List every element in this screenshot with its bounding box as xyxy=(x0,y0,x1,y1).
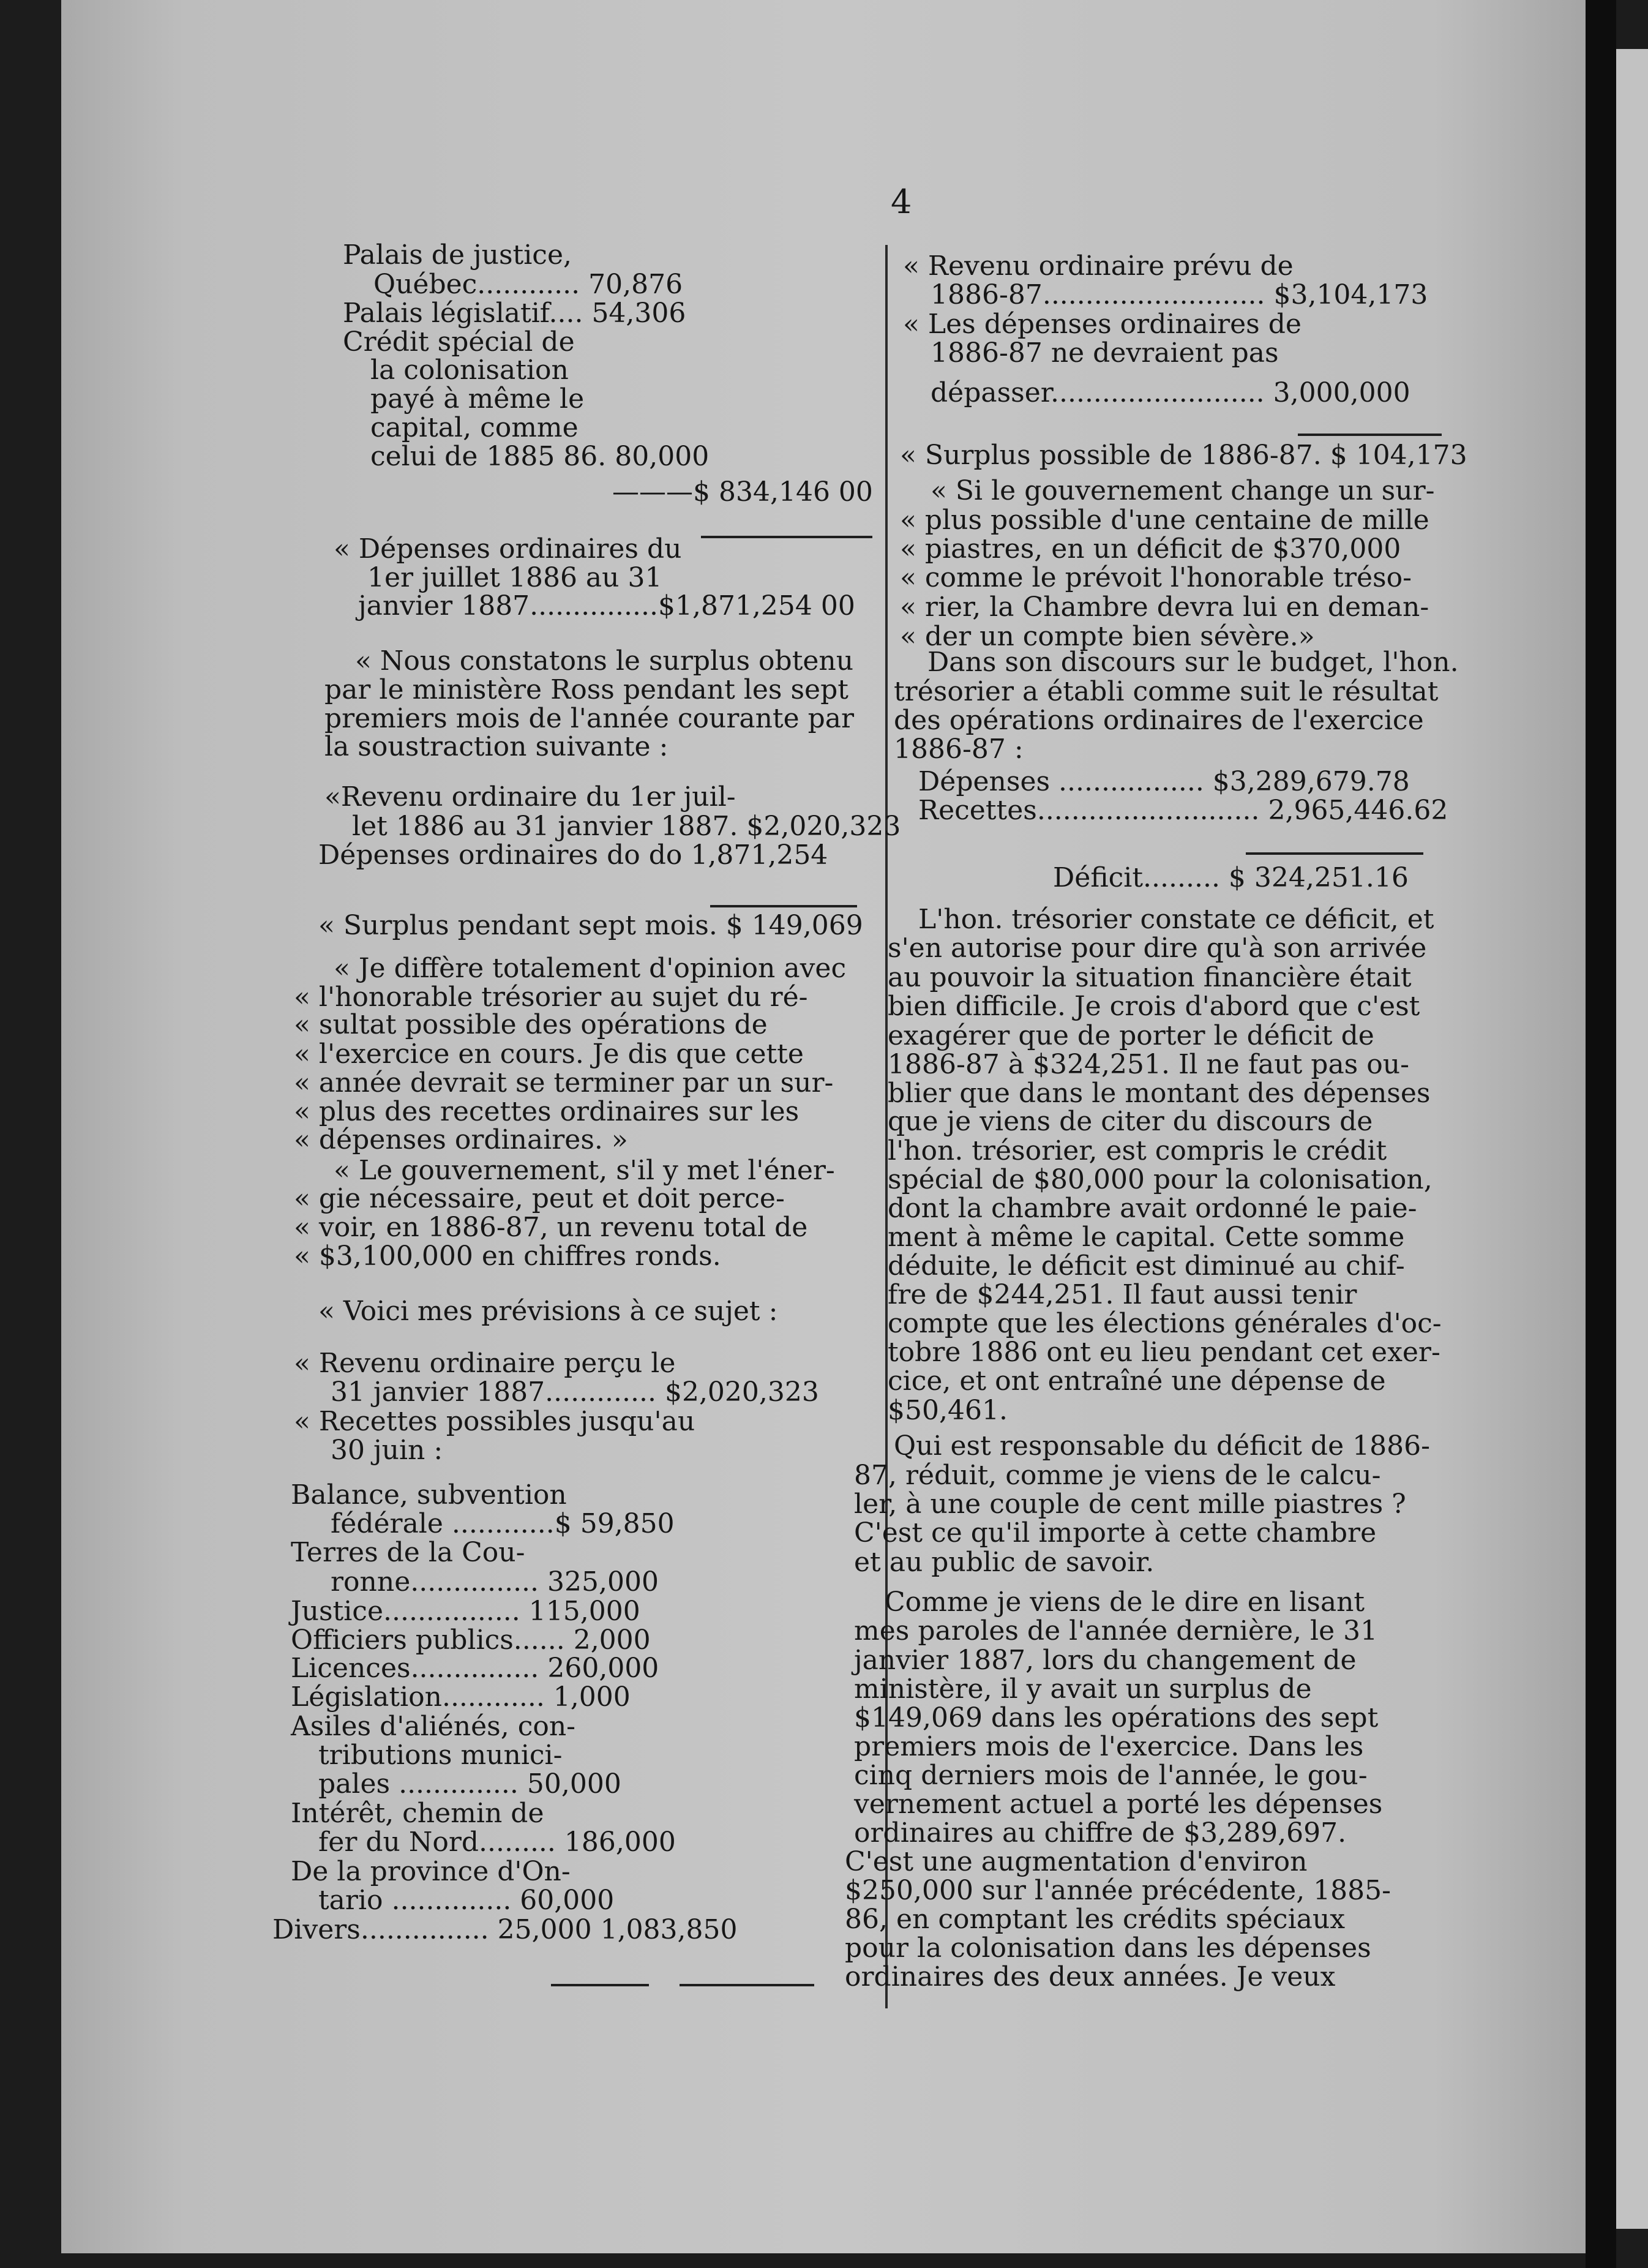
text-line: bien difficile. Je crois d'abord que c'est xyxy=(888,991,1420,1022)
text-line: $50,461. xyxy=(888,1395,1008,1426)
text-line: 1886-87.......................... $3,104,173 xyxy=(931,279,1428,310)
text-line: par le ministère Ross pendant les sept xyxy=(324,674,848,705)
text-line: « Si le gouvernement change un sur- xyxy=(931,475,1435,506)
text-line: Recettes.......................... 2,965,446.62 xyxy=(918,795,1448,826)
text-line: C'est une augmentation d'environ xyxy=(845,1846,1308,1877)
text-line: Asiles d'aliénés, con- xyxy=(291,1711,576,1742)
text-line: Terres de la Cou- xyxy=(291,1537,525,1568)
text-line: Législation............ 1,000 xyxy=(291,1681,631,1713)
text-line: vernement actuel a porté les dépenses xyxy=(854,1789,1383,1820)
text-line: « Voici mes prévisions à ce sujet : xyxy=(318,1296,778,1327)
rule xyxy=(551,1984,649,1986)
text-line: s'en autorise pour dire qu'à son arrivée xyxy=(888,933,1427,964)
rule xyxy=(680,1984,814,1986)
text-line: au pouvoir la situation financière était xyxy=(888,962,1412,993)
text-line: « voir, en 1886-87, un revenu total de xyxy=(294,1212,808,1243)
text-line: Justice................ 115,000 xyxy=(291,1596,640,1627)
text-line: Officiers publics...... 2,000 xyxy=(291,1624,651,1656)
text-line: fédérale ............$ 59,850 xyxy=(331,1508,675,1539)
text-line: $250,000 sur l'année précédente, 1885- xyxy=(845,1875,1391,1906)
text-line: « $3,100,000 en chiffres ronds. xyxy=(294,1241,721,1272)
text-line: « rier, la Chambre devra lui en deman- xyxy=(900,591,1429,623)
text-line: spécial de $80,000 pour la colonisation, xyxy=(888,1164,1433,1195)
text-line: celui de 1885 86. 80,000 xyxy=(370,441,710,472)
text-line: Québec............ 70,876 xyxy=(373,269,683,300)
text-line: Déficit......... $ 324,251.16 xyxy=(1053,862,1409,893)
text-line: fre de $244,251. Il faut aussi tenir xyxy=(888,1279,1357,1310)
text-line: « année devrait se terminer par un sur- xyxy=(294,1067,834,1098)
text-line: « gie nécessaire, peut et doit perce- xyxy=(294,1183,785,1214)
text-line: janvier 1887...............$1,871,254 00 xyxy=(358,590,855,621)
text-line: dont la chambre avait ordonné le paie- xyxy=(888,1193,1417,1224)
text-line: payé à même le xyxy=(370,383,585,415)
text-line: « plus des recettes ordinaires sur les xyxy=(294,1096,800,1127)
text-line: « Nous constatons le surplus obtenu xyxy=(355,645,854,677)
text-line: et au public de savoir. xyxy=(854,1547,1155,1578)
text-line: cinq derniers mois de l'année, le gou- xyxy=(854,1760,1368,1791)
text-line: Licences............... 260,000 xyxy=(291,1653,659,1684)
text-line: trésorier a établi comme suit le résultat xyxy=(894,676,1439,707)
text-line: janvier 1887, lors du changement de xyxy=(854,1645,1357,1676)
book-gutter xyxy=(1586,0,1616,2268)
text-line: que je viens de citer du discours de xyxy=(888,1106,1373,1137)
text-line: Balance, subvention xyxy=(291,1479,567,1511)
text-line: Intérêt, chemin de xyxy=(291,1798,544,1829)
text-line: 87, réduit, comme je viens de le calcu- xyxy=(854,1460,1381,1491)
text-line: let 1886 au 31 janvier 1887. $2,020,323 xyxy=(352,811,901,842)
text-line: « plus possible d'une centaine de mille xyxy=(900,505,1429,536)
rule xyxy=(1246,852,1423,855)
text-line: « Surplus pendant sept mois. $ 149,069 xyxy=(318,910,863,941)
text-line: « Recettes possibles jusqu'au xyxy=(294,1406,695,1437)
text-line: pour la colonisation dans les dépenses xyxy=(845,1932,1371,1964)
text-line: Palais de justice, xyxy=(343,239,572,271)
text-line: « der un compte bien sévère.» xyxy=(900,621,1315,652)
text-line: 1886-87 : xyxy=(894,734,1024,765)
rule xyxy=(1298,434,1442,436)
text-line: « Surplus possible de 1886-87. $ 104,173 xyxy=(900,440,1467,471)
text-line: ler, à une couple de cent mille piastres ? xyxy=(854,1489,1406,1520)
text-line: « Le gouvernement, s'il y met l'éner- xyxy=(334,1155,835,1186)
text-line: «Revenu ordinaire du 1er juil- xyxy=(324,781,736,813)
text-line: 1886-87 ne devraient pas xyxy=(931,337,1279,369)
text-line: C'est ce qu'il importe à cette chambre xyxy=(854,1517,1377,1549)
text-line: pales .............. 50,000 xyxy=(318,1768,621,1800)
text-line: la soustraction suivante : xyxy=(324,731,669,762)
text-line: 31 janvier 1887............. $2,020,323 xyxy=(331,1376,819,1408)
text-line: « Les dépenses ordinaires de xyxy=(903,309,1302,340)
text-line: des opérations ordinaires de l'exercice xyxy=(894,705,1424,736)
text-line: « Revenu ordinaire perçu le xyxy=(294,1348,676,1379)
text-line: 1886-87 à $324,251. Il ne faut pas ou- xyxy=(888,1049,1409,1080)
text-line: ment à même le capital. Cette somme xyxy=(888,1222,1405,1253)
text-line: Divers............... 25,000 1,083,850 xyxy=(272,1914,738,1945)
text-line: Palais législatif.... 54,306 xyxy=(343,298,686,329)
page-number: 4 xyxy=(891,182,912,221)
text-line: la colonisation xyxy=(370,355,569,386)
text-line: capital, comme xyxy=(370,412,579,443)
text-line: « piastres, en un déficit de $370,000 xyxy=(900,533,1401,565)
text-line: Dans son discours sur le budget, l'hon. xyxy=(927,647,1459,678)
text-line: 30 juin : xyxy=(331,1435,443,1466)
text-line: exagérer que de porter le déficit de xyxy=(888,1020,1374,1051)
text-line: mes paroles de l'année dernière, le 31 xyxy=(854,1615,1378,1647)
next-page-edge xyxy=(1616,49,1648,2229)
text-line: Comme je viens de le dire en lisant xyxy=(885,1586,1365,1618)
text-line: « Je diffère totalement d'opinion avec xyxy=(334,953,847,984)
text-line: tobre 1886 ont eu lieu pendant cet exer- xyxy=(888,1337,1440,1368)
text-line: premiers mois de l'exercice. Dans les xyxy=(854,1731,1364,1762)
text-line: De la province d'On- xyxy=(291,1856,571,1887)
text-line: $149,069 dans les opérations des sept xyxy=(854,1702,1379,1733)
text-line: ministère, il y avait un surplus de xyxy=(854,1673,1312,1705)
text-line: Dépenses ordinaires do do 1,871,254 xyxy=(318,839,828,871)
text-line: ronne............... 325,000 xyxy=(331,1566,659,1598)
text-line: tributions munici- xyxy=(318,1740,563,1771)
text-line: premiers mois de l'année courante par xyxy=(324,703,855,734)
text-line: 1er juillet 1886 au 31 xyxy=(367,562,662,593)
text-line: compte que les élections générales d'oc- xyxy=(888,1308,1442,1339)
text-line: dépasser......................... 3,000,000 xyxy=(931,377,1410,408)
text-line: « comme le prévoit l'honorable tréso- xyxy=(900,562,1412,593)
text-line: L'hon. trésorier constate ce déficit, et xyxy=(918,904,1434,935)
text-line: Qui est responsable du déficit de 1886- xyxy=(894,1430,1430,1462)
text-line: Crédit spécial de xyxy=(343,326,575,358)
text-line: « sultat possible des opérations de xyxy=(294,1009,768,1040)
rule xyxy=(701,536,872,538)
text-line: fer du Nord......... 186,000 xyxy=(318,1827,676,1858)
text-line: « l'exercice en cours. Je dis que cette xyxy=(294,1038,804,1070)
text-line: 86, en comptant les crédits spéciaux xyxy=(845,1904,1346,1935)
text-line: l'hon. trésorier, est compris le crédit xyxy=(888,1135,1387,1166)
text-line: « Dépenses ordinaires du xyxy=(334,533,682,565)
rule xyxy=(710,905,857,907)
text-line: Dépenses ................. $3,289,679.78 xyxy=(918,766,1410,797)
text-line: cice, et ont entraîné une dépense de xyxy=(888,1365,1386,1397)
text-line: tario .............. 60,000 xyxy=(318,1885,615,1916)
text-line: ———$ 834,146 00 xyxy=(612,476,873,508)
text-line: « Revenu ordinaire prévu de xyxy=(903,250,1294,282)
text-line: blier que dans le montant des dépenses xyxy=(888,1078,1431,1109)
text-line: ordinaires des deux années. Je veux xyxy=(845,1961,1336,1992)
text-line: ordinaires au chiffre de $3,289,697. xyxy=(854,1817,1347,1849)
text-line: « l'honorable trésorier au sujet du ré- xyxy=(294,982,808,1013)
text-line: déduite, le déficit est diminué au chif- xyxy=(888,1250,1405,1282)
text-line: « dépenses ordinaires. » xyxy=(294,1124,628,1155)
